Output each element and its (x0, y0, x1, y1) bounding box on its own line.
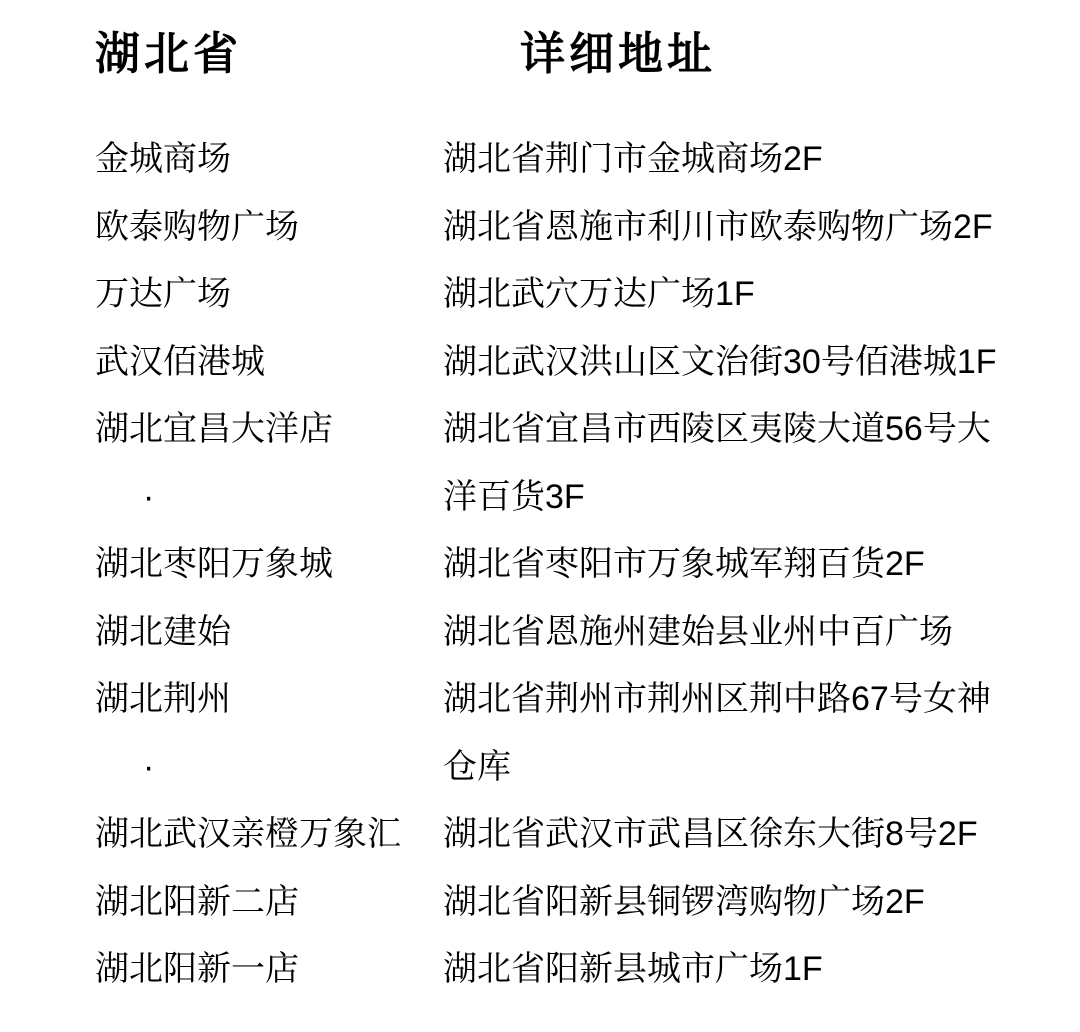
bullet-dot: · (143, 477, 155, 516)
table-row (95, 936, 1020, 1004)
store-address: 湖北省武汉市武昌区徐东大街8号2F (443, 815, 978, 853)
store-name-cell (95, 801, 443, 869)
table-row (95, 126, 1020, 194)
store-table-body (95, 126, 1020, 1004)
store-name-cell (95, 396, 443, 531)
store-name-cell (95, 936, 443, 1004)
table-header-row (95, 20, 1020, 88)
store-address: 湖北省荆州市荆州区荆中路67号女神仓库 (443, 680, 991, 786)
table-row (95, 261, 1020, 329)
store-name: 湖北枣阳万象城 (95, 545, 333, 583)
store-name-cell (95, 869, 443, 937)
store-address: 湖北省枣阳市万象城军翔百货2F (443, 545, 925, 583)
store-address: 湖北武穴万达广场1F (443, 275, 755, 313)
store-name-cell (95, 126, 443, 194)
table-row (95, 869, 1020, 937)
store-name-cell (95, 599, 443, 667)
store-name-cell (95, 194, 443, 262)
store-name: 金城商场 (95, 140, 231, 178)
table-row (95, 801, 1020, 869)
store-address: 湖北武汉洪山区文治街30号佰港城1F (443, 342, 997, 381)
table-row (95, 194, 1020, 262)
store-name: 湖北阳新二店 (95, 882, 299, 921)
store-name: 欧泰购物广场 (95, 207, 299, 246)
column-header-province: 湖北省 (95, 28, 243, 79)
store-address: 湖北省荆门市金城商场2F (443, 140, 823, 178)
store-address: 湖北省宜昌市西陵区夷陵大道56号大洋百货3F (443, 410, 991, 516)
store-name: 湖北宜昌大洋店 (95, 410, 333, 448)
bullet-dot: · (143, 747, 155, 786)
store-name-cell (95, 666, 443, 801)
store-name: 湖北武汉亲橙万象汇 (95, 815, 401, 853)
table-row (95, 531, 1020, 599)
table-row (95, 329, 1020, 397)
table-row (95, 599, 1020, 667)
store-name-cell (95, 261, 443, 329)
store-name-cell (95, 531, 443, 599)
store-name: 武汉佰港城 (95, 342, 265, 381)
store-name: 湖北阳新一店 (95, 950, 299, 988)
store-address: 湖北省恩施市利川市欧泰购物广场2F (443, 207, 993, 246)
store-name: 湖北荆州 (95, 680, 231, 718)
table-row (95, 666, 1020, 801)
store-name: 湖北建始 (95, 612, 231, 651)
store-address: 湖北省恩施州建始县业州中百广场 (443, 612, 953, 651)
column-header-address: 详细地址 (520, 28, 717, 79)
store-address: 湖北省阳新县城市广场1F (443, 950, 823, 988)
store-name-cell (95, 329, 443, 397)
store-address: 湖北省阳新县铜锣湾购物广场2F (443, 882, 925, 921)
store-name: 万达广场 (95, 275, 231, 313)
table-row (95, 396, 1020, 531)
